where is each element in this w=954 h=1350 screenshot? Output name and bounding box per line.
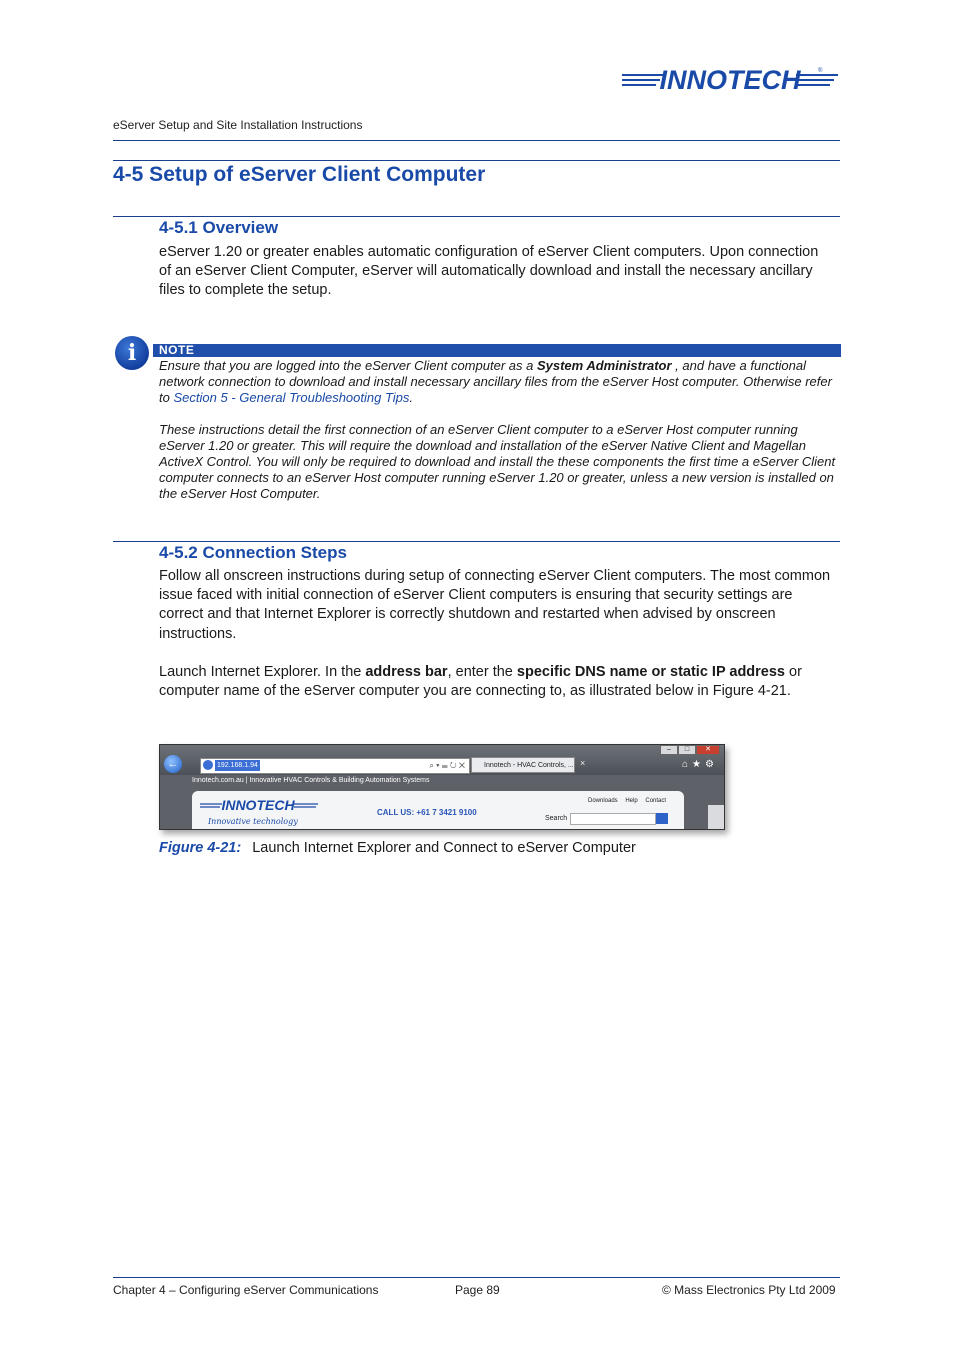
back-arrow-icon[interactable]: ←	[164, 755, 182, 773]
figure-number: Figure 4-21:	[159, 840, 242, 856]
figure-title: Launch Internet Explorer and Connect to eServer Computer	[252, 840, 636, 856]
note-bar	[153, 344, 841, 357]
site-nav-bar: Innotech.com.au | Innovative HVAC Controls & Building Automation Systems	[192, 777, 430, 784]
browser-tab[interactable]: Innotech - HVAC Controls, ...	[471, 757, 575, 773]
footer-chapter: Chapter 4 – Configuring eServer Communications	[113, 1283, 379, 1297]
scrollbar[interactable]	[708, 805, 724, 830]
svg-text:®: ®	[818, 68, 823, 74]
footer-copyright: © Mass Electronics Pty Ltd 2009	[662, 1283, 836, 1297]
site-links[interactable]: Downloads Help Contact	[588, 798, 667, 804]
connection-heading: 4-5.2 Connection Steps	[159, 543, 347, 562]
search-label: Search	[545, 815, 568, 822]
search-button[interactable]	[656, 813, 668, 824]
troubleshooting-link[interactable]: Section 5 - General Troubleshooting Tips	[173, 390, 410, 405]
window-buttons	[660, 745, 722, 755]
minimize-button[interactable]: –	[660, 745, 678, 755]
info-icon: i	[115, 336, 149, 370]
note-paragraph-2: These instructions detail the first connection of an eServer Client computer to a eServer Host computer running eServer 1.20 or greater. This will require the download and installation of the eServer Native Client and Magellan ActiveX Control. You will only be required to download and install the these components the first time a eServer Client computer connects to an eServer Host computer running eServer 1.20 or greater, unless a new version is installed on the eServer Host Computer.	[159, 422, 836, 501]
section-title: 4-5 Setup of eServer Client Computer	[113, 163, 486, 186]
header-rule	[113, 140, 840, 141]
connection-paragraph-2: Launch Internet Explorer. In the address bar, enter the specific DNS name or static IP address or computer name of the eServer computer you are connecting to, as illustrated below in Figure 4-21.	[159, 664, 802, 700]
overview-heading: 4-5.1 Overview	[159, 218, 279, 237]
footer-page-number: Page 89	[455, 1283, 500, 1297]
site-icon	[203, 760, 213, 770]
document-title: eServer Setup and Site Installation Instructions	[113, 118, 363, 132]
tab-close-icon[interactable]: ×	[580, 758, 586, 768]
maximize-button[interactable]: □	[678, 745, 696, 755]
address-text: 192.168.1.94	[217, 762, 258, 769]
close-window-button[interactable]: ✕	[696, 745, 720, 755]
address-icons: ⌕ ▾ ☰ ↻ ✕	[429, 761, 465, 770]
site-logo	[200, 797, 318, 827]
logo-text: INNOTECH	[659, 65, 801, 95]
innotech-logo	[620, 62, 842, 96]
note-label: NOTE	[159, 343, 195, 357]
website-content	[160, 775, 724, 829]
svg-text:Innovative technology: Innovative technology	[208, 817, 298, 826]
overview-paragraph: eServer 1.20 or greater enables automatic configuration of eServer Client computers. Upon connection of an eServer Client Computer, eServer will automatically download and install the necessary ancillary files to complete the setup.	[159, 244, 819, 299]
connection-paragraph-1: Follow all onscreen instructions during setup of connecting eServer Client computers. The most common issue faced with initial connection of eServer Client computers is ensuring that security settings are correct and that Internet Explorer is correctly shutdown and restarted when advised by onscreen instructions.	[159, 568, 831, 642]
note-paragraph-1: Ensure that you are logged into the eServer Client computer as a System Administrator , and have a functional network connection to download and install necessary ancillary files from the eServer Host computer. Otherwise refer to Section 5 - General Troubleshooting Tips.	[159, 358, 832, 405]
call-us-text: CALL US: +61 7 3421 9100	[377, 808, 477, 817]
section-rule	[113, 160, 840, 161]
search-input[interactable]	[570, 813, 656, 825]
browser-toolbar	[160, 745, 724, 775]
figure-caption	[159, 839, 636, 858]
browser-screenshot	[159, 744, 725, 830]
site-header	[192, 791, 684, 830]
address-bar[interactable]	[200, 758, 470, 774]
svg-text:INNOTECH: INNOTECH	[221, 797, 295, 813]
subsection-rule	[113, 541, 840, 542]
subsection-rule	[113, 216, 840, 217]
toolbar-icons[interactable]: ⌂★⚙	[682, 759, 718, 770]
footer-rule	[113, 1277, 840, 1278]
